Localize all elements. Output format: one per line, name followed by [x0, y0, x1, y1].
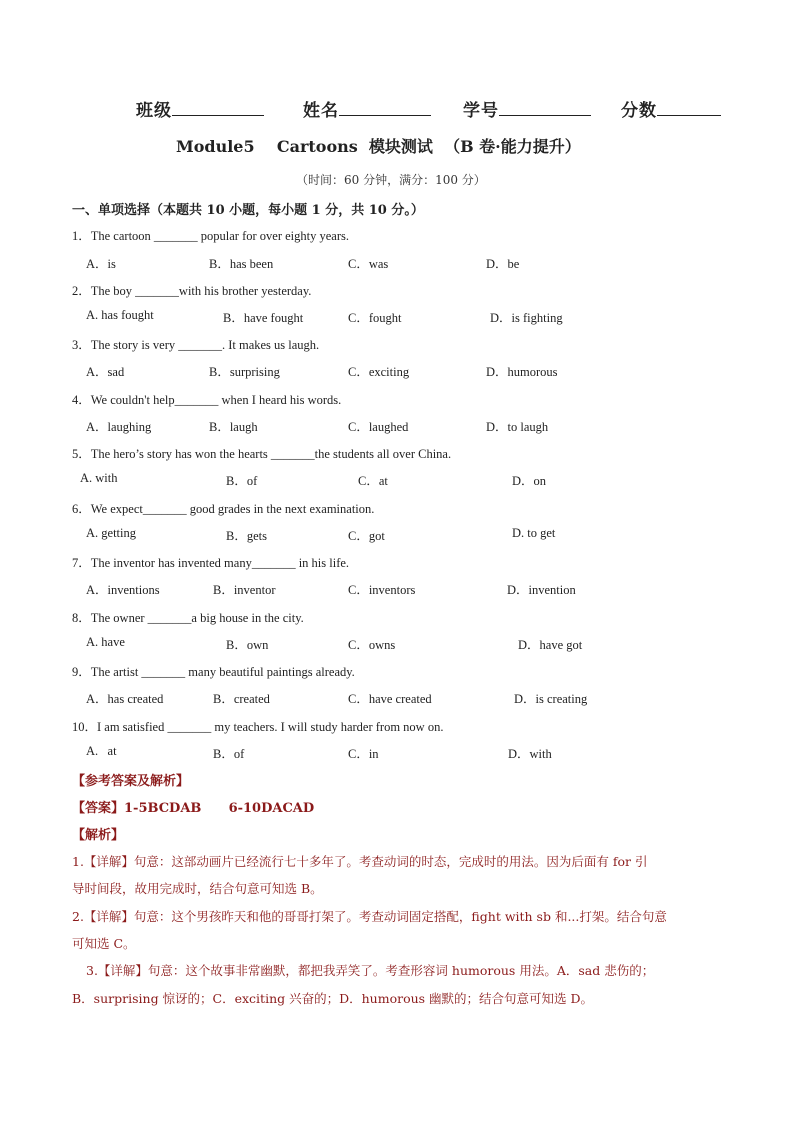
explanation-3-line-2: B．surprising 惊讶的；C．exciting 兴奋的；D．humorous 幽默的；结合句意可知选 D。 [72, 991, 594, 1006]
name-field[interactable] [303, 96, 431, 121]
class-label: 班级 [136, 101, 172, 121]
explanation-1-line-1: 1.【详解】句意：这部动画片已经流行七十多年了。考查动词的时态，完成时的用法。因为后面有 for 引 [72, 854, 648, 869]
option-a: A. at [86, 744, 117, 758]
option-b: B．laugh [209, 420, 258, 434]
option-b: B．surprising [209, 365, 280, 379]
page-subtitle: （时间：60 分钟，满分：100 分） [296, 173, 486, 187]
option-d: D．be [486, 257, 520, 271]
option-a: A. with [80, 471, 118, 485]
option-c: C．laughed [348, 420, 409, 434]
option-d: D．humorous [486, 365, 558, 379]
score-blank[interactable] [657, 99, 721, 116]
option-c: C．owns [348, 638, 396, 652]
option-d: D．invention [507, 583, 576, 597]
question-stem: 8．The owner _______a big house in the city. [72, 611, 304, 625]
option-d: D．to laugh [486, 420, 549, 434]
option-b: B．gets [226, 529, 267, 543]
class-field[interactable] [136, 96, 264, 121]
option-c: C．in [348, 747, 379, 761]
option-c: C．at [358, 474, 388, 488]
option-c: C．was [348, 257, 389, 271]
option-d: D．have got [518, 638, 583, 652]
option-b: B．have fought [223, 311, 304, 325]
option-c: C．exciting [348, 365, 410, 379]
option-b: B．of [226, 474, 258, 488]
score-field[interactable] [621, 96, 721, 121]
option-c: C．have created [348, 692, 432, 706]
option-a: A．has created [86, 692, 164, 706]
option-b: B．inventor [213, 583, 276, 597]
option-d: D. to get [512, 526, 556, 540]
option-a: A. have [86, 635, 125, 649]
option-d: D．is creating [514, 692, 588, 706]
id-field[interactable] [463, 96, 591, 121]
name-blank[interactable] [339, 99, 431, 116]
option-d: D．on [512, 474, 547, 488]
option-b: B．of [213, 747, 245, 761]
option-d: D．is fighting [490, 311, 563, 325]
option-c: C．inventors [348, 583, 416, 597]
question-stem: 2．The boy _______with his brother yesterday. [72, 284, 312, 298]
option-a: A．is [86, 257, 116, 271]
class-blank[interactable] [172, 99, 264, 116]
option-c: C．fought [348, 311, 402, 325]
id-label: 学号 [463, 101, 499, 121]
section-heading: 一、单项选择（本题共 10 小题，每小题 1 分，共 10 分。） [72, 203, 424, 218]
option-b: B．created [213, 692, 270, 706]
question-stem: 4．We couldn't help_______ when I heard his words. [72, 393, 342, 407]
page-title: Module5 Cartoons 模块测试 （B 卷·能力提升） [176, 137, 581, 156]
option-a: A．inventions [86, 583, 160, 597]
question-stem: 7．The inventor has invented many_______ in his life. [72, 556, 350, 570]
option-b: B．own [226, 638, 269, 652]
explanation-2-line-1: 2.【详解】句意：这个男孩昨天和他的哥哥打架了。考查动词固定搭配，fight with sb 和...打架。结合句意 [72, 909, 667, 924]
name-label: 姓名 [303, 101, 339, 121]
question-stem: 1．The cartoon _______ popular for over eighty years. [72, 229, 350, 243]
score-label: 分数 [621, 101, 657, 121]
option-d: D．with [508, 747, 552, 761]
explanation-1-line-2: 导时间段，故用完成时，结合句意可知选 B。 [72, 881, 323, 896]
option-a: A．laughing [86, 420, 152, 434]
answer-key: 【答案】1-5BCDAB 6-10DACAD [72, 801, 315, 816]
option-c: C．got [348, 529, 385, 543]
option-a: A. getting [86, 526, 136, 540]
option-a: A. has fought [86, 308, 154, 322]
explanation-2-line-2: 可知选 C。 [72, 936, 136, 951]
option-b: B．has been [209, 257, 274, 271]
id-blank[interactable] [499, 99, 591, 116]
question-stem: 10．I am satisfied _______ my teachers. I will study harder from now on. [72, 720, 444, 734]
question-stem: 9．The artist _______ many beautiful paintings already. [72, 665, 355, 679]
question-stem: 6．We expect_______ good grades in the next examination. [72, 502, 375, 516]
analysis-heading: 【解析】 [72, 828, 125, 843]
explanation-3-line-1: 3.【详解】句意：这个故事非常幽默，都把我弄笑了。考查形容词 humorous 用法。A．sad 悲伤的； [86, 963, 655, 978]
question-stem: 3．The story is very _______. It makes us laugh. [72, 338, 320, 352]
option-a: A．sad [86, 365, 125, 379]
question-stem: 5．The hero’s story has won the hearts _______the students all over China. [72, 447, 452, 461]
reference-heading: 【参考答案及解析】 [72, 774, 190, 789]
